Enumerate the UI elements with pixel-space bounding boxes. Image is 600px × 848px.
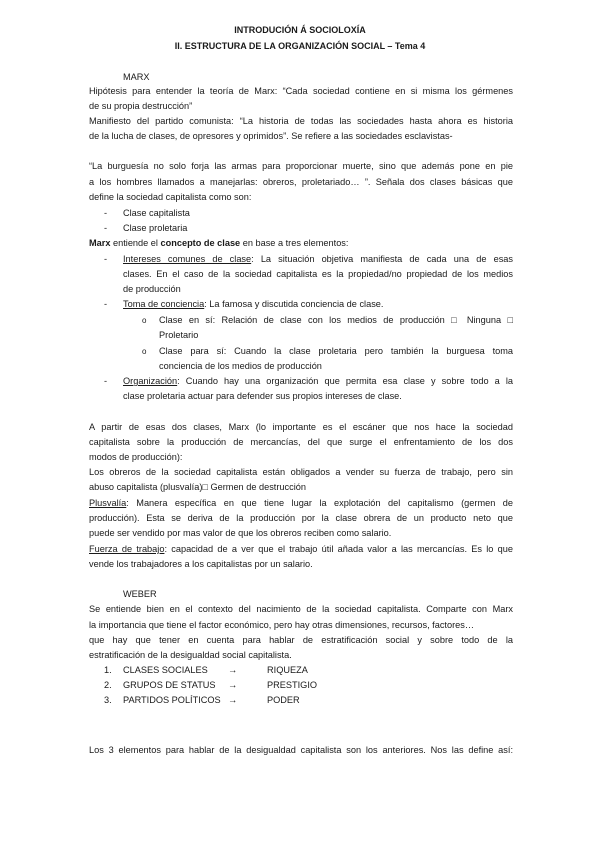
fuerza-text: : capacidad de a ver que el trabajo útil añada valor a las mercancías. Es lo que (164, 544, 514, 554)
weber-list-label: PARTIDOS POLÍTICOS (123, 695, 221, 705)
dash-bullet: - (104, 254, 108, 264)
element-2-text: : La famosa y discutida conciencia de clase. (204, 299, 384, 309)
arrow-right-icon: → (228, 665, 238, 675)
plusvalia-line-3: puede ser vendido por mas valor de que los obreros reciben como salario. (89, 528, 392, 538)
concept-term: concepto de clase (160, 238, 241, 248)
quote-line-2: a los hombres llamados a manejarlas: obreros, proletariado… ”. Señala dos clases básicas que (89, 177, 513, 187)
weber-list-value: PODER (267, 695, 300, 705)
fuerza-line-2: vende los trabajadores a los capitalistas por un salario. (89, 559, 313, 569)
analysis-line-1: A partir de esas dos clases, Marx (lo importante es el escáner que nos hace la sociedad (89, 422, 513, 432)
plusvalia-line-2: producción). Esta se deriva de la producción por la clase obrera de un producto neto que (89, 513, 513, 523)
plusvalia-text: : Manera específica en que tiene lugar la explotación del capitalismo (germen de (126, 498, 513, 508)
element-1-line-3: de producción (123, 284, 181, 294)
element-3-line-1 (123, 375, 513, 388)
element-2-line-1 (123, 298, 383, 311)
hypothesis-line-1: Hipótesis para entender la teoría de Marx: “Cada sociedad contiene en si misma los gérmenes (89, 86, 513, 96)
dash-bullet: - (104, 208, 108, 218)
analysis-line-2: capitalista sobre la producción de mercancías, del que surge el enfrentamiento de los dos (89, 437, 513, 447)
hypothesis-line-2: de su propia destrucción” (89, 101, 193, 111)
subitem-2-line-1: Clase para sí: Cuando la clase proletaria pero también la burguesa toma (159, 346, 513, 356)
element-1-line-2: clases. En el caso de la sociedad capitalista es la propiedad/no propiedad de los medios (123, 269, 513, 279)
circle-bullet: o (142, 316, 147, 325)
dash-bullet: - (104, 376, 108, 386)
concept-text-end: en base a tres elementos: (240, 238, 349, 248)
subitem-1-line-2: Proletario (159, 330, 199, 340)
marx-name: Marx (89, 238, 111, 248)
weber-list-value: PRESTIGIO (267, 680, 318, 690)
dash-bullet: - (104, 223, 108, 233)
plusvalia-term: Plusvalía (89, 498, 127, 508)
fuerza-line-1 (89, 543, 513, 556)
weber-heading: WEBER (123, 589, 157, 599)
weber-intro-line-2: la importancia que tiene el factor económico, pero hay otras dimensiones, recursos, factores… (89, 620, 475, 630)
document-subtitle: II. ESTRUCTURA DE LA ORGANIZACIÓN SOCIAL – Tema 4 (174, 41, 426, 51)
subitem-2-line-2: conciencia de los medios de producción (159, 361, 322, 371)
weber-list-label: GRUPOS DE STATUS (123, 680, 216, 690)
workers-line-2: abuso capitalista (plusvalía)□ Germen de destrucción (89, 482, 306, 492)
analysis-line-3: modos de producción): (89, 452, 183, 462)
element-1-text: : La situación objetiva manifiesta de cada una de esas (251, 254, 513, 264)
element-1-term: Intereses comunes de clase (123, 254, 252, 264)
class-item-proletarian: Clase proletaria (123, 223, 188, 233)
manifesto-line-2: de la lucha de clases, de opresores y oprimidos”. Se refiere a las sociedades esclavistas- (89, 131, 453, 141)
weber-intro-line-4: estratificación de la desigualdad social capitalista. (89, 650, 292, 660)
element-1-line-1 (123, 253, 513, 266)
element-3-term: Organización (123, 376, 178, 386)
concept-text: entiende el (110, 238, 161, 248)
weber-intro-line-1: Se entiende bien en el contexto del nacimiento de la sociedad capitalista. Comparte con Marx (89, 604, 513, 614)
class-concept-line (89, 237, 348, 250)
fuerza-term: Fuerza de trabajo (89, 544, 165, 554)
workers-line-1: Los obreros de la sociedad capitalista están obligados a vender su fuerza de trabajo, pero sin (89, 467, 513, 477)
weber-list-label: CLASES SOCIALES (123, 665, 208, 675)
weber-list-number: 1. (104, 665, 112, 675)
weber-list-number: 3. (104, 695, 112, 705)
marx-heading: MARX (123, 72, 150, 82)
weber-intro-line-3: que hay que tener en cuenta para hablar de estratificación social y sobre todo de la (89, 635, 513, 645)
plusvalia-line-1 (89, 497, 513, 510)
element-3-text: : Cuando hay una organización que permita esa clase y sobre todo a la (177, 376, 513, 386)
quote-line-3: define la sociedad capitalista como son: (89, 192, 252, 202)
weber-list-value: RIQUEZA (267, 665, 308, 675)
element-2-term: Toma de conciencia (123, 299, 205, 309)
arrow-right-icon: → (228, 695, 238, 705)
class-item-capitalist: Clase capitalista (123, 208, 190, 218)
quote-line-1: “La burguesía no solo forja las armas para proporcionar muerte, sino que además pone en pie (89, 161, 513, 171)
dash-bullet: - (104, 299, 108, 309)
closing-line: Los 3 elementos para hablar de la desigualdad capitalista son los anteriores. Nos las define así: (89, 745, 513, 755)
manifesto-line-1: Manifiesto del partido comunista: “La historia de todas las sociedades hasta ahora es historia (89, 116, 513, 126)
weber-list-number: 2. (104, 680, 112, 690)
document-title: INTRODUCIÓN Á SOCIOLOXÍA (234, 25, 366, 35)
arrow-right-icon: → (228, 680, 238, 690)
circle-bullet: o (142, 347, 147, 356)
element-3-line-2: clase proletaria actuar para defender sus propios intereses de clase. (123, 391, 402, 401)
subitem-1-line-1: Clase en sí: Relación de clase con los medios de producción □ Ninguna □ (159, 315, 513, 325)
